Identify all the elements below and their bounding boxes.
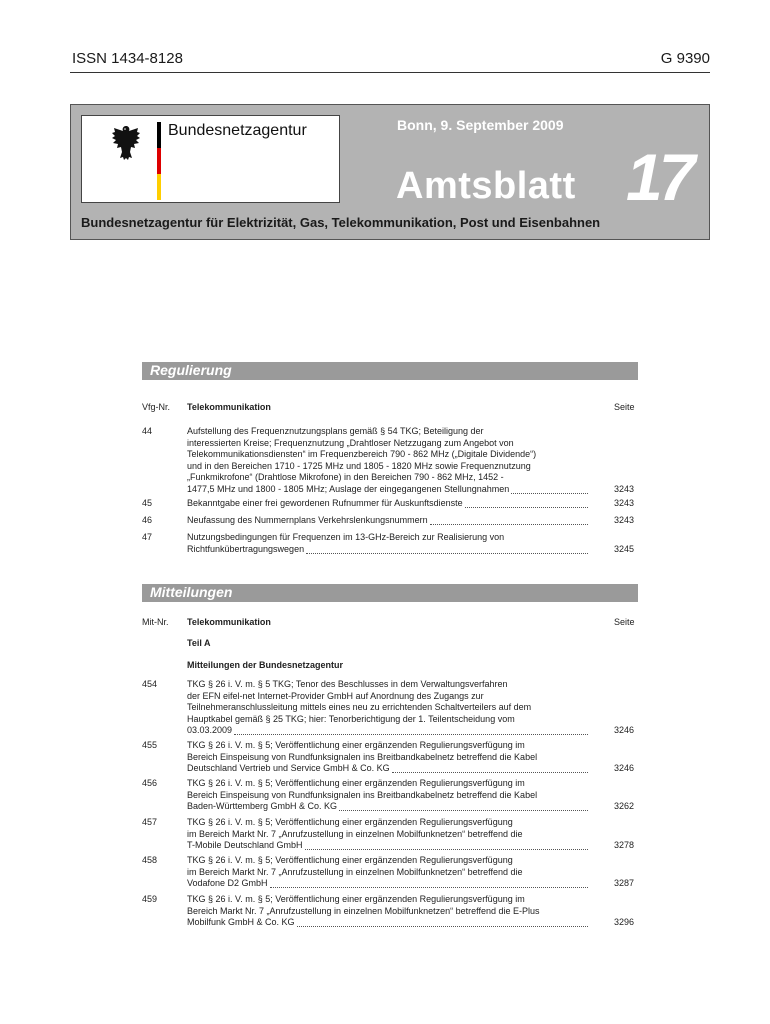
- entry-text-line: der EFN eifel-net Internet-Provider GmbH auf Anordnung des Zugangs zur: [187, 690, 484, 701]
- entry-text-line: im Bereich Markt Nr. 7 „Anrufzustellung in einzelnen Mobilfunknetzen“ betreffend die: [187, 828, 523, 839]
- entry-text-line: T-Mobile Deutschland GmbH: [187, 840, 303, 850]
- entry-text-line: Richtfunkübertragungswegen: [187, 543, 305, 554]
- entry-text-line: Vodafone D2 GmbH: [187, 878, 268, 888]
- entry-text-line: Bekanntgabe einer frei gewordenen Rufnummer für Auskunftsdienste: [187, 498, 463, 508]
- section-header-mitteilungen: [142, 584, 638, 602]
- part-label: Teil A: [187, 638, 211, 648]
- entry-page-number: 3243: [614, 515, 635, 525]
- entry-text-line: Bereich Einspeisung von Rundfunksignalen ins Breitbandkabelnetz betreffend die Kabel: [187, 789, 538, 800]
- entry-page-number: 3246: [614, 725, 635, 735]
- entry-text-line: 03.03.2009: [187, 725, 233, 735]
- entry-text-line: TKG § 26 i. V. m. § 5; Veröffentlichung einer ergänzenden Regulierungsverfügung im: [187, 740, 525, 750]
- entry-text-line: Mobilfunk GmbH & Co. KG: [187, 917, 295, 927]
- entry-text-line: „Funkmikrofone“ (Drahtlose Mikrofone) in den Bereichen 790 - 862 MHz, 1452 -: [187, 472, 504, 482]
- logo-box: [81, 115, 340, 203]
- dot-leader: [339, 810, 588, 811]
- section-header-regulierung: [142, 362, 638, 380]
- issn-label: ISSN 1434-8128: [72, 50, 183, 67]
- entry-page-number: 3245: [614, 543, 635, 554]
- entry-text-line: TKG § 26 i. V. m. § 5; Veröffentlichung einer ergänzenden Regulierungsverfügung im: [187, 894, 525, 904]
- g-number-label: G 9390: [660, 50, 710, 67]
- entry-page-number: 3246: [614, 763, 635, 773]
- entry-page-number: 3296: [614, 917, 635, 927]
- entry-text-line: interessierten Kreise; Frequenznutzung „Drahtloser Netzzugang zum Angebot von: [187, 437, 514, 448]
- dot-leader: [511, 493, 588, 494]
- entry-number: 457: [142, 817, 158, 827]
- entry-text-line: 1477,5 MHz und 1800 - 1805 MHz; Auslage der eingegangenen Stellungnahmen: [187, 483, 510, 494]
- entry-page-number: 3243: [614, 498, 635, 508]
- entry-number: 454: [142, 679, 158, 689]
- entry-page-number: 3243: [614, 483, 635, 494]
- entry-number: 455: [142, 740, 158, 750]
- issue-date: Bonn, 9. September 2009: [397, 117, 564, 133]
- entry-number: 459: [142, 894, 158, 904]
- entry-number: 47: [142, 532, 153, 542]
- entry-text-line: Hauptkabel gemäß § 25 TKG; hier: Tenorberichtigung der 1. Teilentscheidung vom: [187, 713, 515, 724]
- column-nr-header: Vfg-Nr.: [142, 402, 171, 412]
- publication-title: Amtsblatt: [396, 165, 576, 207]
- entry-text-line: Teilnehmeranschlussleitung mittels eines neu zu errichtenden Schaltverteilers auf dem: [187, 702, 532, 712]
- entry-text-line: Nutzungsbedingungen für Frequenzen im 13-GHz-Bereich zur Realisierung von: [187, 532, 505, 542]
- entry-number: 44: [142, 426, 153, 436]
- dot-leader: [430, 524, 588, 525]
- entry-number: 456: [142, 778, 158, 788]
- column-topic-header: Telekommunikation: [187, 617, 271, 627]
- dot-leader: [270, 887, 588, 888]
- entry-page-number: 3278: [614, 840, 635, 850]
- dot-leader: [306, 553, 588, 554]
- entry-page-number: 3262: [614, 801, 635, 811]
- dot-leader: [465, 507, 588, 508]
- entry-text-line: Telekommunikationsdiensten“ im Frequenzbereich 790 - 862 MHz („Digitale Dividende“): [187, 449, 537, 459]
- entry-text-line: TKG § 26 i. V. m. § 5; Veröffentlichung einer ergänzenden Regulierungsverfügung im: [187, 778, 525, 788]
- dot-leader: [392, 772, 588, 773]
- entry-text-line: im Bereich Markt Nr. 7 „Anrufzustellung in einzelnen Mobilfunknetzen“ betreffend die: [187, 866, 523, 877]
- entry-text-line: TKG § 26 i. V. m. § 5 TKG; Tenor des Beschlusses in dem Verwaltungsverfahren: [187, 679, 508, 689]
- entry-text-line: Neufassung des Nummernplans Verkehrslenkungsnummern: [187, 515, 428, 525]
- entry-text-line: und in den Bereichen 1710 - 1725 MHz und 1805 - 1820 MHz sowie Frequenznutzung: [187, 460, 531, 471]
- dot-leader: [234, 734, 588, 735]
- entry-text-line: Bereich Markt Nr. 7 „Anrufzustellung in einzelnen Mobilfunknetzen“ betreffend die E-Plus: [187, 905, 540, 916]
- section-title: Regulierung: [150, 362, 232, 378]
- entry-text-line: Aufstellung des Frequenznutzungsplans gemäß § 54 TKG; Beteiligung der: [187, 426, 484, 436]
- issue-number: 17: [626, 140, 692, 214]
- entry-number: 45: [142, 498, 153, 508]
- masthead: [70, 104, 710, 240]
- entry-text-line: TKG § 26 i. V. m. § 5; Veröffentlichung einer ergänzenden Regulierungsverfügung: [187, 817, 513, 827]
- header-rule: [70, 72, 710, 73]
- column-nr-header: Mit-Nr.: [142, 617, 169, 627]
- subsection-heading: Mitteilungen der Bundesnetzagentur: [187, 660, 344, 670]
- publication-subtitle: Bundesnetzagentur für Elektrizität, Gas, Telekommunikation, Post und Eisenbahnen: [81, 215, 601, 230]
- entry-text-line: TKG § 26 i. V. m. § 5; Veröffentlichung einer ergänzenden Regulierungsverfügung: [187, 855, 513, 865]
- dot-leader: [305, 849, 588, 850]
- entry-number: 46: [142, 515, 153, 525]
- column-page-header: Seite: [614, 617, 635, 627]
- flag-stripe: [157, 122, 161, 200]
- column-topic-header: Telekommunikation: [187, 402, 271, 412]
- dot-leader: [297, 926, 588, 927]
- entry-text-line: Bereich Einspeisung von Rundfunksignalen ins Breitbandkabelnetz betreffend die Kabel: [187, 751, 538, 762]
- entry-text-line: Baden-Württemberg GmbH & Co. KG: [187, 801, 338, 811]
- entry-page-number: 3287: [614, 878, 635, 888]
- entry-text-line: Deutschland Vertrieb und Service GmbH & Co. KG: [187, 763, 390, 773]
- entry-number: 458: [142, 855, 158, 865]
- federal-eagle-icon: [110, 124, 142, 162]
- column-page-header: Seite: [614, 402, 635, 412]
- agency-name: Bundesnetzagentur: [168, 122, 307, 139]
- section-title: Mitteilungen: [150, 584, 233, 600]
